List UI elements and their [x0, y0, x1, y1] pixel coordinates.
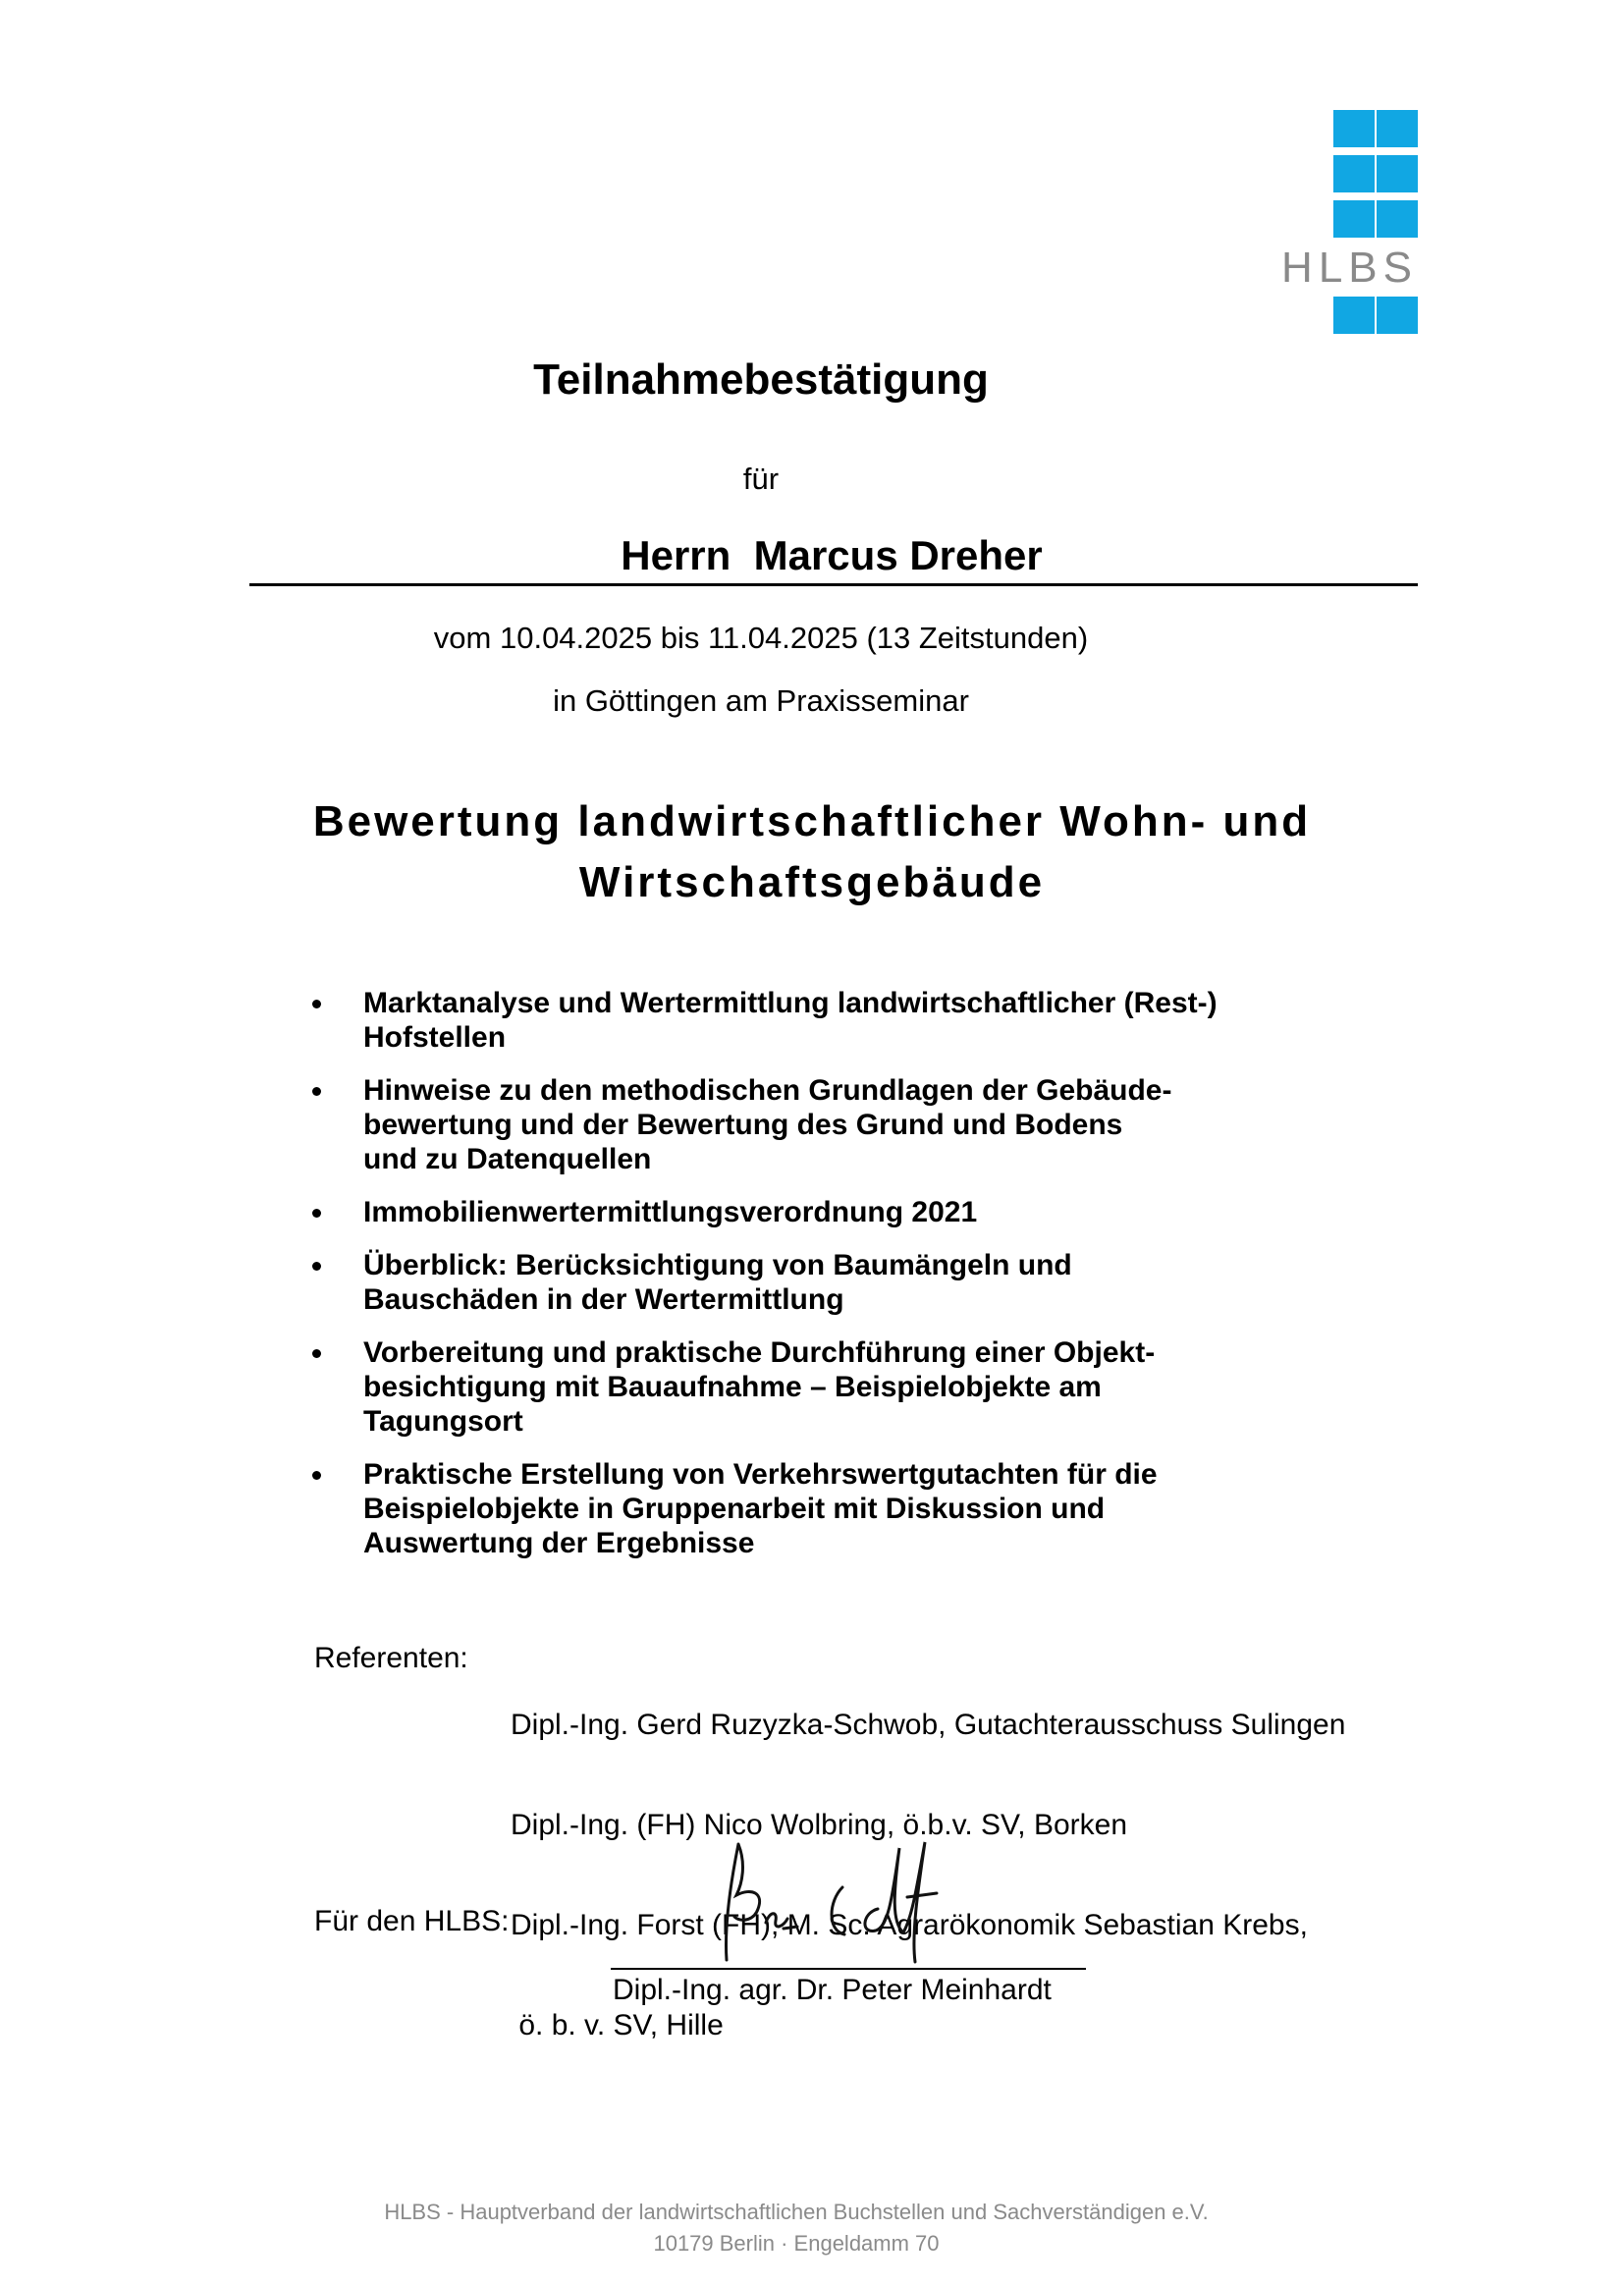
topic-item — [308, 1195, 1339, 1229]
topic-item — [308, 1335, 1339, 1439]
speaker-line: ö. b. v. SV, Hille — [511, 2009, 724, 2041]
bullet-icon — [312, 1209, 321, 1218]
footer-organization: HLBS - Hauptverband der landwirtschaftlichen Buchstellen und Sachverständigen e.V. — [384, 2200, 1209, 2224]
signature-label: Für den HLBS: — [314, 1905, 510, 1937]
hlbs-logo — [1235, 110, 1418, 336]
topic-text: Immobilienwertermittlungsverordnung 2021 — [363, 1196, 978, 1228]
course-title-line-2: Wirtschaftsgebäude — [578, 858, 1046, 906]
logo-square — [1377, 110, 1418, 147]
speaker-line: Dipl.-Ing. Gerd Ruzyzka-Schwob, Gutachterausschuss Sulingen — [511, 1709, 1346, 1741]
topic-text: Überblick: Berücksichtigung von Baumängeln und Bauschäden in der Wertermittlung — [363, 1249, 1072, 1316]
for-label: für — [742, 462, 780, 496]
handwritten-signature — [668, 1824, 992, 1972]
logo-square — [1333, 110, 1375, 147]
signature-line — [611, 1968, 1086, 1970]
topic-item — [308, 986, 1339, 1055]
course-title-line-1: Bewertung landwirtschaftlicher Wohn- und — [312, 797, 1312, 845]
topic-item — [308, 1457, 1339, 1560]
course-dates: vom 10.04.2025 bis 11.04.2025 (13 Zeitstunden) — [433, 621, 1089, 655]
logo-square — [1377, 200, 1418, 238]
bullet-icon — [312, 1087, 321, 1096]
course-title — [295, 791, 1329, 913]
name-underline — [249, 583, 1418, 586]
topic-text: Hinweise zu den methodischen Grundlagen der Gebäude- bewertung und der Bewertung des Grund und Bodens und zu Datenquellen — [363, 1074, 1172, 1175]
bullet-icon — [312, 1262, 321, 1271]
bullet-icon — [312, 1471, 321, 1480]
topic-item — [308, 1073, 1339, 1176]
logo-square — [1333, 155, 1375, 192]
footer-address: 10179 Berlin · Engeldamm 70 — [653, 2231, 940, 2256]
signatory-name: Dipl.-Ing. agr. Dr. Peter Meinhardt — [613, 1974, 1052, 2006]
topic-list — [308, 986, 1339, 1579]
speakers-label: Referenten: — [314, 1642, 468, 1674]
logo-wordmark: HLBS — [1281, 244, 1418, 292]
bullet-icon — [312, 1000, 321, 1008]
certificate-title: Teilnahmebestätigung — [533, 355, 989, 404]
topic-item — [308, 1248, 1339, 1317]
speaker-line: Dipl.-Ing. (FH) Nico Wolbring, ö.b.v. SV, Borken — [511, 1809, 1128, 1841]
logo-square — [1377, 155, 1418, 192]
topic-text: Praktische Erstellung von Verkehrswertgutachten für die Beispielobjekte in Gruppenarbeit mit Diskussion und Auswertung der Ergebnisse — [363, 1458, 1158, 1559]
topic-text: Marktanalyse und Wertermittlung landwirtschaftlicher (Rest-) Hofstellen — [363, 987, 1218, 1054]
logo-square — [1333, 200, 1375, 238]
recipient-name: Herrn Marcus Dreher — [621, 532, 1043, 578]
course-location: in Göttingen am Praxisseminar — [553, 683, 969, 718]
bullet-icon — [312, 1349, 321, 1358]
topic-text: Vorbereitung und praktische Durchführung einer Objekt- besichtigung mit Bauaufnahme – Beispielobjekte am Tagungsort — [363, 1336, 1156, 1438]
logo-square — [1333, 297, 1375, 334]
speaker-line: Dipl.-Ing. Forst (FH), M. Sc. Agrarökonomik Sebastian Krebs, — [511, 1909, 1308, 1941]
logo-square — [1377, 297, 1418, 334]
